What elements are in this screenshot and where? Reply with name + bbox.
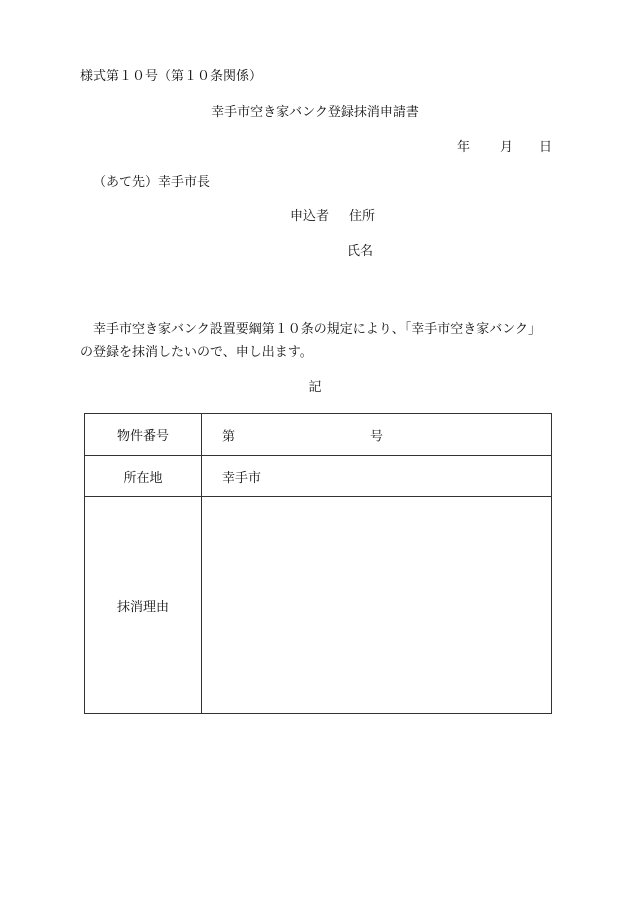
property-number-row <box>85 414 552 456</box>
location-label: 所在地 <box>85 456 202 497</box>
body-text-line-1: 幸手市空き家バンク設置要綱第１０条の規定により、「幸手市空き家バンク」 <box>93 322 541 337</box>
ki-heading: 記 <box>308 380 322 395</box>
date-day-label: 日 <box>539 140 553 155</box>
name-label: 氏名 <box>347 244 374 259</box>
record-table <box>84 413 552 714</box>
document-title: 幸手市空き家バンク登録抹消申請書 <box>211 105 419 120</box>
reason-field[interactable] <box>202 497 552 714</box>
addressee: （あて先）幸手市長 <box>93 175 211 190</box>
date-month-label: 月 <box>500 140 514 155</box>
reason-label: 抹消理由 <box>85 497 202 714</box>
applicant-label: 申込者 <box>290 209 330 224</box>
body-text-line-2: の登録を抹消したいので、申し出ます。 <box>80 345 313 360</box>
location-field[interactable]: 幸手市 <box>202 456 552 497</box>
property-number-prefix: 第 <box>222 429 236 444</box>
property-number-field[interactable] <box>202 414 552 456</box>
form-number: 様式第１０号（第１０条関係） <box>80 69 263 84</box>
location-row <box>85 456 552 497</box>
property-number-suffix: 号 <box>370 429 384 444</box>
property-number-label: 物件番号 <box>85 414 202 456</box>
date-year-label: 年 <box>457 140 471 155</box>
reason-row <box>85 497 552 714</box>
address-label: 住所 <box>349 209 376 224</box>
